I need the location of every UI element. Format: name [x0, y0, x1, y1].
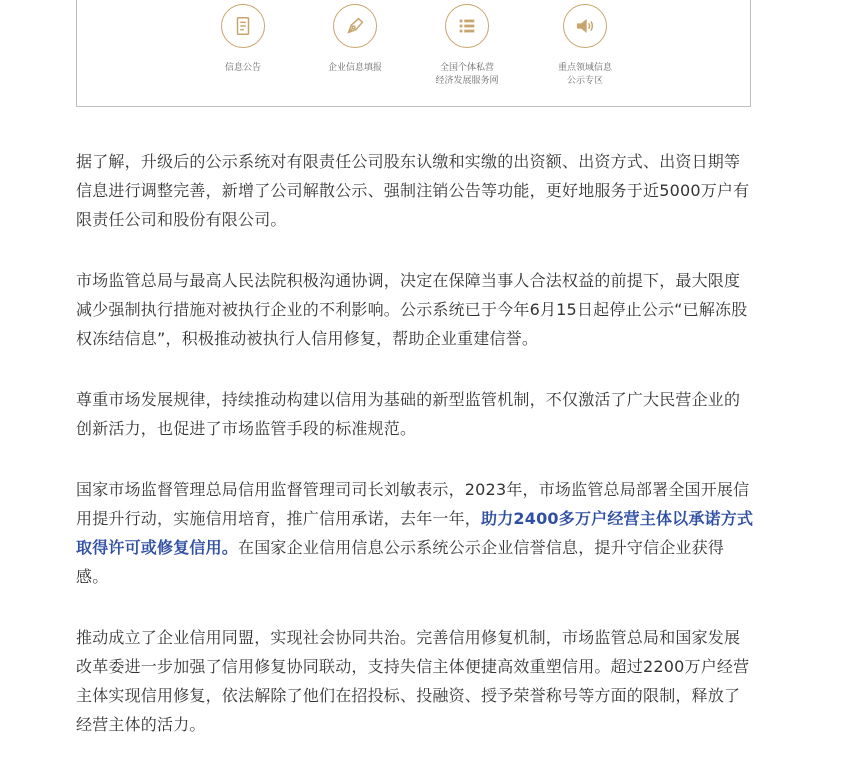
paragraph-4	[76, 475, 756, 591]
document-icon	[221, 4, 265, 48]
service-label: 全国个体私营 经济发展服务网	[435, 63, 499, 86]
service-item-report[interactable]	[295, 4, 415, 75]
paragraph-2: 市场监管总局与最高人民法院积极沟通协调，决定在保障当事人合法权益的前提下，最大限度减少强制执行措施对被执行企业的不利影响。公示系统已于今年6月15日起停止公示“已解冻股权冻结信息”，积极推动被执行人信用修复，帮助企业重建信誉。	[76, 271, 748, 348]
highlighted-statement: 助力2400多万户经营主体以承诺方式取得许可或修复信用。	[76, 509, 754, 557]
list-icon	[445, 4, 489, 48]
service-item-key-areas[interactable]	[525, 4, 645, 88]
paragraph-4-text-b: 在国家企业信用信息公示系统公示企业信誉信息，提升守信企业获得感。	[76, 538, 725, 586]
service-label: 重点领域信息 公示专区	[557, 63, 612, 86]
service-label: 企业信息填报	[327, 63, 382, 73]
service-label: 信息公告	[224, 63, 261, 73]
paragraph-5: 推动成立了企业信用同盟，实现社会协同共治。完善信用修复机制，市场监管总局和国家发展改革委进一步加强了信用修复协同联动，支持失信主体便捷高效重塑信用。超过2200万户经营主体实现信用修复，依法解除了他们在招投标、投融资、授予荣誉称号等方面的限制，释放了经营主体的活力。	[76, 628, 750, 734]
pen-icon	[333, 4, 377, 48]
service-item-notice[interactable]	[183, 4, 303, 75]
speaker-icon	[563, 4, 607, 48]
paragraph-4-text-a: 国家市场监督管理总局信用监督管理司司长刘敏表示，2023年，市场监管总局部署全国开展信用提升行动，实施信用培育，推广信用承诺，去年一年，	[76, 480, 750, 528]
paragraph-3: 尊重市场发展规律，持续推动构建以信用为基础的新型监管机制，不仅激活了广大民营企业的创新活力，也促进了市场监管手段的标准规范。	[76, 390, 741, 438]
article-body	[76, 147, 756, 771]
service-item-private-economy[interactable]	[407, 4, 527, 88]
paragraph-1: 据了解，升级后的公示系统对有限责任公司股东认缴和实缴的出资额、出资方式、出资日期等信息进行调整完善，新增了公司解散公示、强制注销公告等功能，更好地服务于近5000万户有限责任公司和股份有限公司。	[76, 152, 750, 229]
service-panel	[76, 0, 751, 107]
